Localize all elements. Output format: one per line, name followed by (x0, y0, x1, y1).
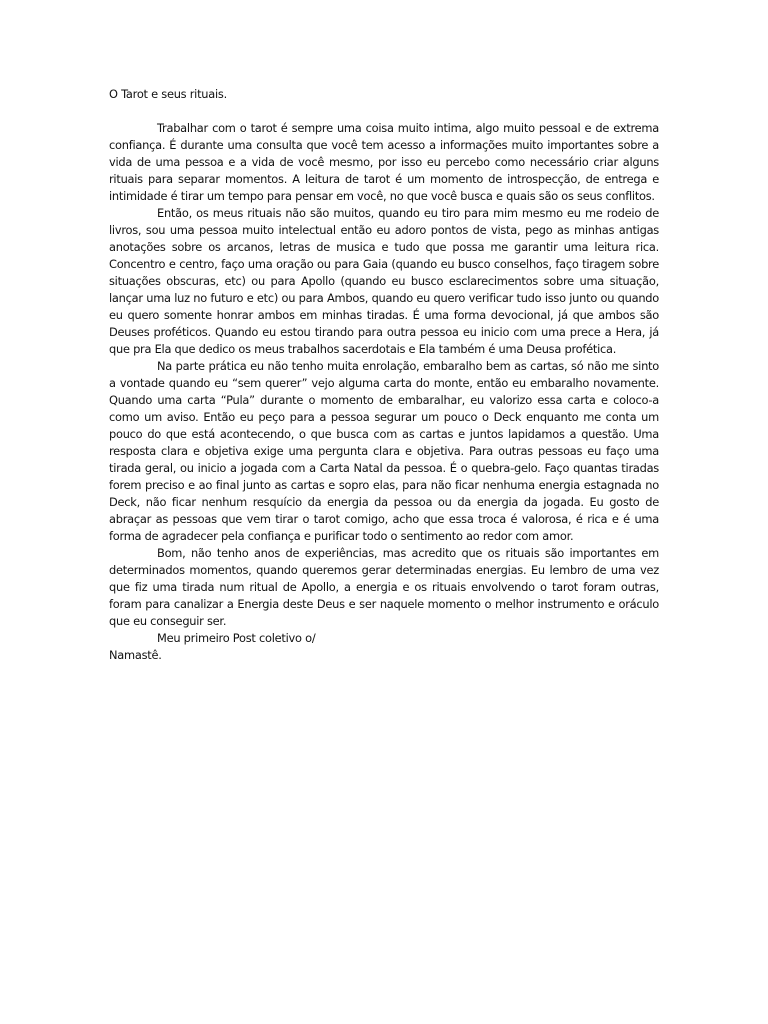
signoff-line: Meu primeiro Post coletivo o/ (157, 631, 316, 645)
document-body (109, 86, 659, 664)
paragraph: Na parte prática eu não tenho muita enrolação, embaralho bem as cartas, só não me sinto a vontade quando eu “sem querer” vejo alguma carta do monte, então eu embaralho novamente. Quando uma carta “Pula” durante o momento de embaralhar, eu valorizo essa carta e coloco-a como um aviso. Então eu peço para a pessoa segurar um pouco o Deck enquanto me conta um pouco do que está acontecendo, o que busca com as cartas e juntos lapidamos a questão. Uma resposta clara e objetiva exige uma pergunta clara e objetiva. Para outras pessoas eu faço uma tirada geral, ou inicio a jogada com a Carta Natal da pessoa. É o quebra-gelo. Faço quantas tiradas forem preciso e ao final junto as cartas e sopro elas, para não ficar nenhuma energia estagnada no Deck, não ficar nenhum resquício da energia da pessoa ou da energia da jogada. Eu gosto de abraçar as pessoas que vem tirar o tarot comigo, acho que essa troca é valorosa, é rica e é uma forma de agradecer pela confiança e purificar todo o sentimento ao redor com amor. (109, 359, 659, 543)
paragraph: Trabalhar com o tarot é sempre uma coisa muito intima, algo muito pessoal e de extrema confiança. É durante uma consulta que você tem acesso a informações muito importantes sobre a vida de uma pessoa e a vida de você mesmo, por isso eu percebo como necessário criar alguns rituais para separar momentos. A leitura de tarot é um momento de introspecção, de entrega e intimidade é tirar um tempo para pensar em você, no que você busca e quais são os seus conflitos. (109, 121, 659, 203)
paragraph: Então, os meus rituais não são muitos, quando eu tiro para mim mesmo eu me rodeio de livros, sou uma pessoa muito intelectual então eu adoro pontos de vista, pego as minhas antigas anotações sobre os arcanos, letras de musica e tudo que possa me garantir uma leitura rica. Concentro e centro, faço uma oração ou para Gaia (quando eu busco conselhos, faço tiragem sobre situações obscuras, etc) ou para Apollo (quando eu busco esclarecimentos sobre uma situação, lançar uma luz no futuro e etc) ou para Ambos, quando eu quero verificar tudo isso junto ou quando eu quero somente honrar ambos em minhas tiradas. É uma forma devocional, já que ambos são Deuses proféticos. Quando eu estou tirando para outra pessoa eu inicio com uma prece a Hera, já que pra Ela que dedico os meus trabalhos sacerdotais e Ela também é uma Deusa profética. (109, 206, 659, 356)
closing-line: Namastê. (109, 648, 162, 662)
document-title: O Tarot e seus rituais. (109, 87, 227, 101)
paragraph: Bom, não tenho anos de experiências, mas acredito que os rituais são importantes em determinados momentos, quando queremos gerar determinadas energias. Eu lembro de uma vez que fiz uma tirada num ritual de Apollo, a energia e os rituais envolvendo o tarot foram outras, foram para canalizar a Energia deste Deus e ser naquele momento o melhor instrumento e oráculo que eu conseguir ser. (109, 546, 659, 628)
